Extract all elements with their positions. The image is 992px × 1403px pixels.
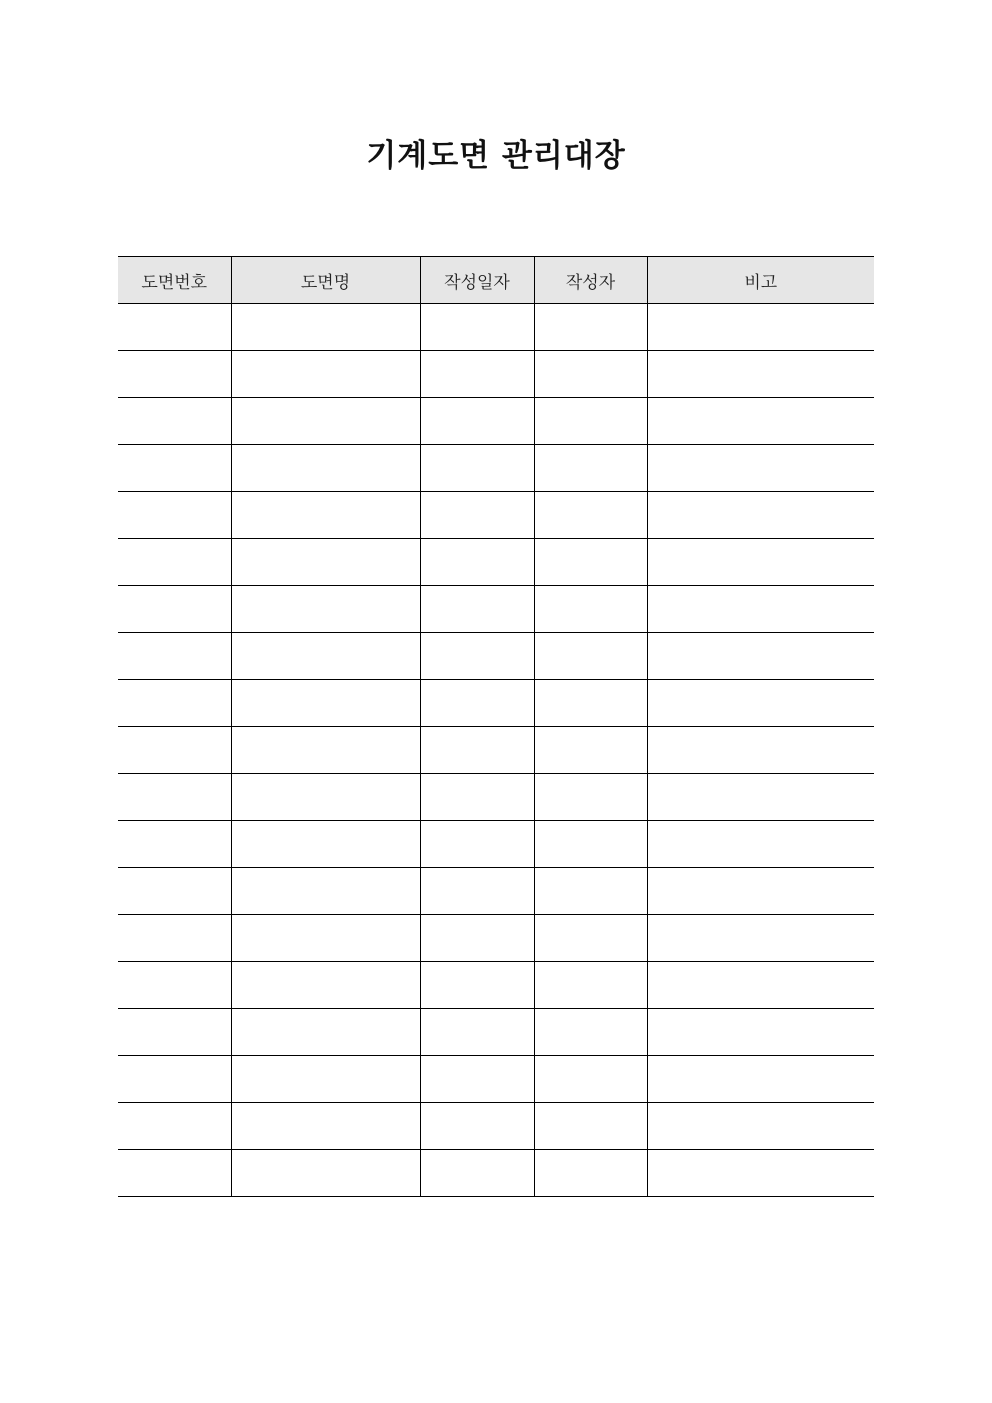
drawing-name-cell[interactable]: [231, 1056, 420, 1103]
drawing-name-cell[interactable]: [231, 1103, 420, 1150]
drawing-number-cell[interactable]: [118, 398, 231, 445]
table-row: [118, 351, 874, 398]
date-created-cell[interactable]: [420, 586, 534, 633]
drawing-number-cell[interactable]: [118, 1103, 231, 1150]
table-row: [118, 304, 874, 351]
date-created-cell[interactable]: [420, 821, 534, 868]
table-row: [118, 1103, 874, 1150]
column-header-author: 작성자: [534, 257, 647, 304]
date-created-cell[interactable]: [420, 304, 534, 351]
drawing-number-cell[interactable]: [118, 680, 231, 727]
drawing-name-cell[interactable]: [231, 445, 420, 492]
drawing-name-cell[interactable]: [231, 868, 420, 915]
date-created-cell[interactable]: [420, 398, 534, 445]
table-row: [118, 539, 874, 586]
drawing-number-cell[interactable]: [118, 633, 231, 680]
table-row: [118, 962, 874, 1009]
table-row: [118, 680, 874, 727]
header-row: [118, 257, 874, 304]
date-created-cell[interactable]: [420, 445, 534, 492]
remarks-cell[interactable]: [647, 821, 874, 868]
drawing-name-cell[interactable]: [231, 727, 420, 774]
remarks-cell[interactable]: [647, 727, 874, 774]
drawing-number-cell[interactable]: [118, 962, 231, 1009]
date-created-cell[interactable]: [420, 492, 534, 539]
remarks-cell[interactable]: [647, 539, 874, 586]
drawing-number-cell[interactable]: [118, 445, 231, 492]
drawing-name-cell[interactable]: [231, 304, 420, 351]
remarks-cell[interactable]: [647, 915, 874, 962]
date-created-cell[interactable]: [420, 915, 534, 962]
column-header-drawing-number: 도면번호: [118, 257, 231, 304]
table-row: [118, 821, 874, 868]
remarks-cell[interactable]: [647, 398, 874, 445]
table-row: [118, 586, 874, 633]
document-title: 기계도면 관리대장: [366, 138, 626, 174]
remarks-cell[interactable]: [647, 1009, 874, 1056]
drawing-name-cell[interactable]: [231, 351, 420, 398]
date-created-cell[interactable]: [420, 1150, 534, 1197]
date-created-cell[interactable]: [420, 1056, 534, 1103]
date-created-cell[interactable]: [420, 633, 534, 680]
remarks-cell[interactable]: [647, 1056, 874, 1103]
remarks-cell[interactable]: [647, 774, 874, 821]
drawing-number-cell[interactable]: [118, 868, 231, 915]
drawing-number-cell[interactable]: [118, 1009, 231, 1056]
remarks-cell[interactable]: [647, 586, 874, 633]
column-header-date-created: 작성일자: [420, 257, 534, 304]
drawing-number-cell[interactable]: [118, 586, 231, 633]
table-row: [118, 915, 874, 962]
remarks-cell[interactable]: [647, 1103, 874, 1150]
drawing-number-cell[interactable]: [118, 915, 231, 962]
author-cell[interactable]: [534, 398, 647, 445]
author-cell[interactable]: [534, 633, 647, 680]
drawing-name-cell[interactable]: [231, 774, 420, 821]
author-cell[interactable]: [534, 492, 647, 539]
author-cell[interactable]: [534, 1009, 647, 1056]
author-cell[interactable]: [534, 821, 647, 868]
drawing-number-cell[interactable]: [118, 492, 231, 539]
author-cell[interactable]: [534, 304, 647, 351]
author-cell[interactable]: [534, 868, 647, 915]
drawing-name-cell[interactable]: [231, 633, 420, 680]
remarks-cell[interactable]: [647, 868, 874, 915]
author-cell[interactable]: [534, 727, 647, 774]
date-created-cell[interactable]: [420, 1103, 534, 1150]
drawing-number-cell[interactable]: [118, 304, 231, 351]
date-created-cell[interactable]: [420, 351, 534, 398]
author-cell[interactable]: [534, 1056, 647, 1103]
column-header-remarks: 비고: [647, 257, 874, 304]
drawing-name-cell[interactable]: [231, 680, 420, 727]
drawing-name-cell[interactable]: [231, 492, 420, 539]
author-cell[interactable]: [534, 680, 647, 727]
table-row: [118, 492, 874, 539]
remarks-cell[interactable]: [647, 962, 874, 1009]
author-cell[interactable]: [534, 774, 647, 821]
author-cell[interactable]: [534, 1103, 647, 1150]
drawing-number-cell[interactable]: [118, 1150, 231, 1197]
table-row: [118, 633, 874, 680]
author-cell[interactable]: [534, 539, 647, 586]
date-created-cell[interactable]: [420, 727, 534, 774]
drawing-name-cell[interactable]: [231, 586, 420, 633]
drawing-number-cell[interactable]: [118, 727, 231, 774]
drawing-number-cell[interactable]: [118, 1056, 231, 1103]
remarks-cell[interactable]: [647, 492, 874, 539]
author-cell[interactable]: [534, 351, 647, 398]
date-created-cell[interactable]: [420, 774, 534, 821]
table-row: [118, 774, 874, 821]
drawing-name-cell[interactable]: [231, 539, 420, 586]
table-row: [118, 1009, 874, 1056]
drawing-number-cell[interactable]: [118, 539, 231, 586]
author-cell[interactable]: [534, 586, 647, 633]
table-row: [118, 727, 874, 774]
table-row: [118, 1150, 874, 1197]
remarks-cell[interactable]: [647, 1150, 874, 1197]
drawing-name-cell[interactable]: [231, 962, 420, 1009]
date-created-cell[interactable]: [420, 868, 534, 915]
remarks-cell[interactable]: [647, 351, 874, 398]
author-cell[interactable]: [534, 962, 647, 1009]
table-row: [118, 868, 874, 915]
date-created-cell[interactable]: [420, 962, 534, 1009]
remarks-cell[interactable]: [647, 445, 874, 492]
column-header-drawing-name: 도면명: [231, 257, 420, 304]
drawing-name-cell[interactable]: [231, 1150, 420, 1197]
drawing-number-cell[interactable]: [118, 774, 231, 821]
remarks-cell[interactable]: [647, 304, 874, 351]
author-cell[interactable]: [534, 445, 647, 492]
remarks-cell[interactable]: [647, 633, 874, 680]
date-created-cell[interactable]: [420, 680, 534, 727]
author-cell[interactable]: [534, 1150, 647, 1197]
date-created-cell[interactable]: [420, 1009, 534, 1056]
drawing-number-cell[interactable]: [118, 351, 231, 398]
table-header: [118, 257, 874, 304]
drawing-number-cell[interactable]: [118, 821, 231, 868]
author-cell[interactable]: [534, 915, 647, 962]
drawing-name-cell[interactable]: [231, 1009, 420, 1056]
drawing-name-cell[interactable]: [231, 398, 420, 445]
drawing-name-cell[interactable]: [231, 821, 420, 868]
table-row: [118, 445, 874, 492]
drawing-name-cell[interactable]: [231, 915, 420, 962]
table-row: [118, 1056, 874, 1103]
table-row: [118, 398, 874, 445]
table-body: [118, 304, 874, 1197]
remarks-cell[interactable]: [647, 680, 874, 727]
drawing-register-table: [118, 256, 874, 1197]
date-created-cell[interactable]: [420, 539, 534, 586]
